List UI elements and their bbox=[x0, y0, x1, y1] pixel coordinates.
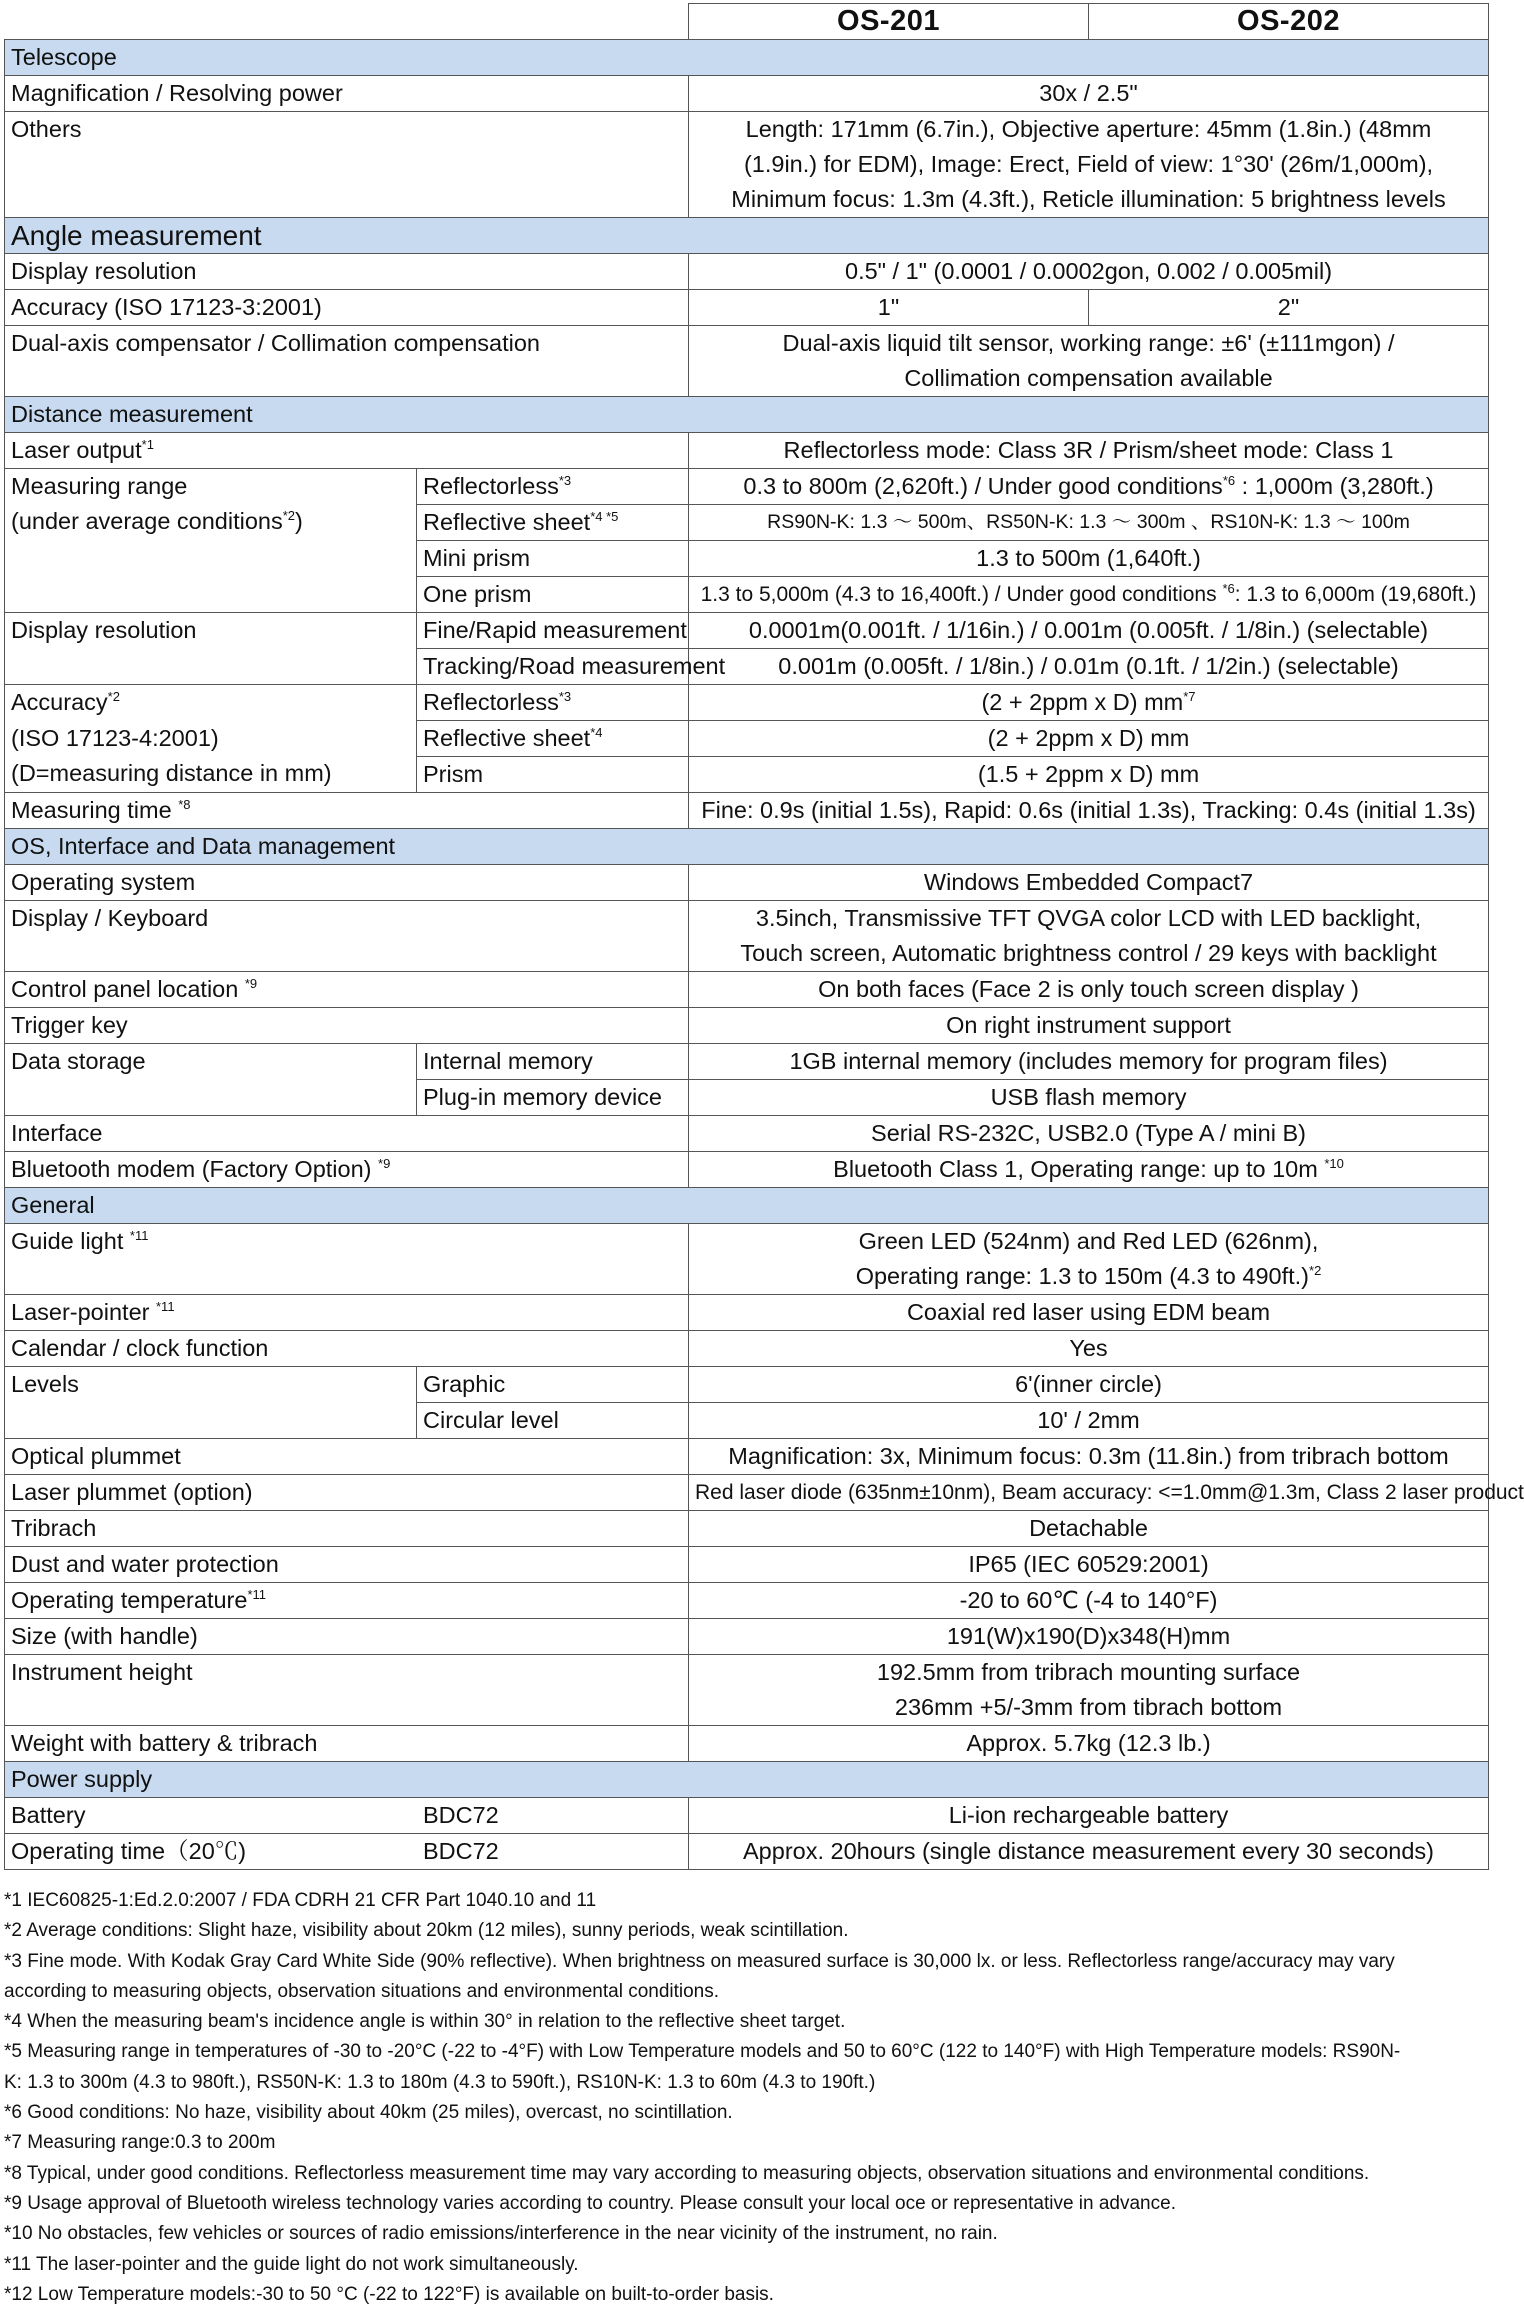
value-line: 236mm +5/-3mm from tibrach bottom bbox=[894, 1694, 1283, 1720]
row-value: 6'(inner circle) bbox=[689, 1367, 1489, 1403]
footnote: *1 IEC60825-1:Ed.2.0:2007 / FDA CDRH 21 CFR Part 1040.10 and 11 bbox=[4, 1890, 597, 1911]
row-label: Levels bbox=[5, 1367, 417, 1439]
row-value: 191(W)x190(D)x348(H)mm bbox=[689, 1619, 1489, 1655]
row-value: RS90N-K: 1.3 ～ 500m、RS50N-K: 1.3 ～ 300m 、RS10N-K: 1.3 ～ 100m bbox=[689, 505, 1489, 541]
model-os201-header: OS-201 bbox=[689, 4, 1089, 40]
model-os202-header: OS-202 bbox=[1089, 4, 1489, 40]
section-general: General bbox=[5, 1188, 1489, 1224]
row-label: Guide light $^{*11}$ bbox=[5, 1224, 689, 1295]
row-value: 0.5" / 1" (0.0001 / 0.0002gon, 0.002 / 0.005mil) bbox=[689, 254, 1489, 290]
row-label: Others bbox=[5, 112, 689, 218]
sub-label: Internal memory bbox=[417, 1044, 689, 1080]
sub-label: Reflectorless$^{*3}$ bbox=[417, 685, 689, 721]
row-label: Size (with handle) bbox=[5, 1619, 689, 1655]
footnote: *5 Measuring range in temperatures of -30 to -20°C (-22 to -4°F) with Low Temperature models and 50 to 60°C (122 to 140°F) with High Temperature models: RS90N-K: 1.3 to 300m (4.3 to 980ft.), RS50N-K: 1.3 to 180m (4.3 to 590ft.), RS10N-K: 1.3 to 60m (4.3 to 190ft.) bbox=[4, 2041, 1401, 2093]
row-value: 10' / 2mm bbox=[689, 1403, 1489, 1439]
row-label: Instrument height bbox=[5, 1655, 689, 1726]
row-value: 0.0001m(0.001ft. / 1/16in.) / 0.001m (0.005ft. / 1/8in.) (selectable) bbox=[689, 613, 1489, 649]
spec-table bbox=[4, 3, 1524, 1870]
measuring-range-label: Measuring range (under average conditions$^{*2}$) bbox=[5, 469, 417, 613]
row-value: Approx. 20hours (single distance measurement every 30 seconds) bbox=[689, 1834, 1489, 1870]
row-value: 1.3 to 5,000m (4.3 to 16,400ft.) / Under good conditions $^{*6}$: 1.3 to 6,000m (19,680ft.) bbox=[689, 577, 1489, 613]
row-value: Approx. 5.7kg (12.3 lb.) bbox=[689, 1726, 1489, 1762]
row-value: On both faces (Face 2 is only touch screen display ) bbox=[689, 972, 1489, 1008]
row-value bbox=[689, 1655, 1489, 1726]
row-label: Operating time（20℃) bbox=[5, 1834, 417, 1870]
footnote: *7 Measuring range:0.3 to 200m bbox=[4, 2132, 276, 2154]
row-label: Laser output$^{*1}$ bbox=[5, 433, 689, 469]
row-label: Laser-pointer $^{*11}$ bbox=[5, 1295, 689, 1331]
footnote: *6 Good conditions: No haze, visibility about 40km (25 miles), overcast, no scintillation. bbox=[4, 2102, 733, 2124]
header-blank-cell bbox=[5, 4, 689, 40]
value-line: Collimation compensation available bbox=[904, 365, 1273, 391]
model-header-row bbox=[5, 4, 1489, 40]
row-value bbox=[689, 326, 1489, 397]
row-value: (2 + 2ppm x D) $mm^{*7}$ bbox=[689, 685, 1489, 721]
row-label: Trigger key bbox=[5, 1008, 689, 1044]
row-value: 0.3 to 800m (2,620ft.) / Under good conditions$^{*6}$ : 1,000m (3,280ft.) bbox=[689, 469, 1489, 505]
row-value: IP65 (IEC 60529:2001) bbox=[689, 1547, 1489, 1583]
section-angle: Angle measurement bbox=[5, 218, 1489, 254]
row-value bbox=[689, 901, 1489, 972]
row-value: 1GB internal memory (includes memory for program files) bbox=[689, 1044, 1489, 1080]
value-line: Length: 171mm (6.7in.), Objective aperture: 45mm (1.8in.) (48mm bbox=[745, 116, 1432, 142]
row-label: Accuracy (ISO 17123-3:2001) bbox=[5, 290, 689, 326]
row-label: Control panel location $^{*9}$ bbox=[5, 972, 689, 1008]
section-telescope: Telescope bbox=[5, 40, 1489, 76]
sub-label: Tracking/Road measurement bbox=[417, 649, 689, 685]
sub-label: One prism bbox=[417, 577, 689, 613]
footnote: *2 Average conditions: Slight haze, visibility about 20km (12 miles), sunny periods, weak scintillation. bbox=[4, 1920, 849, 1942]
row-value: Bluetooth Class 1, Operating range: up to 10m $^{*10}$ bbox=[689, 1152, 1489, 1188]
row-value: (1.5 + 2ppm x D) mm bbox=[689, 757, 1489, 793]
footnote: *4 When the measuring beam's incidence angle is within 30° in relation to the reflective sheet target. bbox=[4, 2011, 846, 2033]
sub-label: Reflective sheet$^{*4 *5}$ bbox=[417, 505, 689, 541]
row-label: Weight with battery & tribrach bbox=[5, 1726, 689, 1762]
value-line: Minimum focus: 1.3m (4.3ft.), Reticle illumination: 5 brightness levels bbox=[731, 186, 1446, 212]
row-label: Magnification / Resolving power bbox=[5, 76, 689, 112]
footnote: *8 Typical, under good conditions. Reflectorless measurement time may vary according to measuring objects, observation situations and environmental conditions. bbox=[4, 2162, 1370, 2184]
row-value: Li-ion rechargeable battery bbox=[689, 1798, 1489, 1834]
row-label: Data storage bbox=[5, 1044, 417, 1116]
row-label: Laser plummet (option) bbox=[5, 1475, 689, 1511]
section-power: Power supply bbox=[5, 1762, 1489, 1798]
footnote: *11 The laser-pointer and the guide light do not work simultaneously. bbox=[4, 2253, 579, 2275]
row-label: Dust and water protection bbox=[5, 1547, 689, 1583]
row-value: 1.3 to 500m (1,640ft.) bbox=[689, 541, 1489, 577]
footnote: *9 Usage approval of Bluetooth wireless technology varies according to country. Please consult your local oce or representative in advance. bbox=[4, 2192, 1176, 2214]
sub-label: Fine/Rapid measurement bbox=[417, 613, 689, 649]
section-os: OS, Interface and Data management bbox=[5, 829, 1489, 865]
os201-value: 1" bbox=[689, 290, 1089, 326]
row-value: 0.001m (0.005ft. / 1/8in.) / 0.01m (0.1ft. / 1/2in.) (selectable) bbox=[689, 649, 1489, 685]
footnotes bbox=[4, 1886, 1414, 2310]
row-label: Display resolution bbox=[5, 254, 689, 290]
row-value: Fine: 0.9s (initial 1.5s), Rapid: 0.6s (initial 1.3s), Tracking: 0.4s (initial 1.3s) bbox=[689, 793, 1489, 829]
row-value: Yes bbox=[689, 1331, 1489, 1367]
battery-model: BDC72 bbox=[417, 1798, 689, 1834]
row-label: Display / Keyboard bbox=[5, 901, 689, 972]
row-label: Tribrach bbox=[5, 1511, 689, 1547]
row-value: Red laser diode (635nm±10nm), Beam accuracy: <=1.0mm@1.3m, Class 2 laser product bbox=[689, 1475, 1489, 1511]
row-value: Reflectorless mode: Class 3R / Prism/sheet mode: Class 1 bbox=[689, 433, 1489, 469]
section-distance: Distance measurement bbox=[5, 397, 1489, 433]
sub-label: Reflectorless$^{*3}$ bbox=[417, 469, 689, 505]
row-label: Measuring time $^{*8}$ bbox=[5, 793, 689, 829]
sub-label: Graphic bbox=[417, 1367, 689, 1403]
row-value: Windows Embedded Compact7 bbox=[689, 865, 1489, 901]
row-label: Interface bbox=[5, 1116, 689, 1152]
value-line: (1.9in.) for EDM), Image: Erect, Field of view: 1°30' (26m/1,000m), bbox=[743, 151, 1434, 177]
row-label: Dual-axis compensator / Collimation compensation bbox=[5, 326, 689, 397]
row-label: Display resolution bbox=[5, 613, 417, 685]
row-label: Bluetooth modem (Factory Option) $^{*9}$ bbox=[5, 1152, 689, 1188]
sub-label: Mini prism bbox=[417, 541, 689, 577]
row-value: On right instrument support bbox=[689, 1008, 1489, 1044]
row-value bbox=[689, 112, 1489, 218]
row-value: -20 to 60℃ (-4 to 140°F) bbox=[689, 1583, 1489, 1619]
value-line: Dual-axis liquid tilt sensor, working range: ±6' (±111mgon) / bbox=[782, 330, 1395, 356]
row-value: Magnification: 3x, Minimum focus: 0.3m (11.8in.) from tribrach bottom bbox=[689, 1439, 1489, 1475]
battery-model: BDC72 bbox=[417, 1834, 689, 1870]
sub-label: Prism bbox=[417, 757, 689, 793]
footnote: *3 Fine mode. With Kodak Gray Card White Side (90% reflective). When brightness on measured surface is 30,000 lx. or less. Reflectorless range/accuracy may vary according to measuring objects, observation situations and environmental conditions. bbox=[4, 1950, 1395, 2002]
sub-label: Circular level bbox=[417, 1403, 689, 1439]
value-line: 192.5mm from tribrach mounting surface bbox=[876, 1659, 1301, 1685]
row-value: Serial RS-232C, USB2.0 (Type A / mini B) bbox=[689, 1116, 1489, 1152]
os202-value: 2" bbox=[1089, 290, 1489, 326]
row-label: Calendar / clock function bbox=[5, 1331, 689, 1367]
row-value: Green LED (524nm) and Red LED (626nm), Operating range: 1.3 to 150m (4.3 to 490ft.)$^{*2}$ bbox=[689, 1224, 1489, 1295]
sub-label: Reflective sheet$^{*4}$ bbox=[417, 721, 689, 757]
footnote: *10 No obstacles, few vehicles or sources of radio emissions/interference in the near vicinity of the instrument, no rain. bbox=[4, 2223, 998, 2245]
row-value: 30x / 2.5" bbox=[689, 76, 1489, 112]
value-line: 3.5inch, Transmissive TFT QVGA color LCD with LED backlight, bbox=[755, 905, 1422, 931]
accuracy-label: Accuracy$^{*2}$ (ISO 17123-4:2001) (D=measuring distance in mm) bbox=[5, 685, 417, 793]
row-value: USB flash memory bbox=[689, 1080, 1489, 1116]
sub-label: Plug-in memory device bbox=[417, 1080, 689, 1116]
row-label: Optical plummet bbox=[5, 1439, 689, 1475]
row-value: (2 + 2ppm x D) mm bbox=[689, 721, 1489, 757]
row-label: Operating system bbox=[5, 865, 689, 901]
row-label: Operating temperature$^{*11}$ bbox=[5, 1583, 689, 1619]
row-label: Battery bbox=[5, 1798, 417, 1834]
row-value: Detachable bbox=[689, 1511, 1489, 1547]
row-value: Coaxial red laser using EDM beam bbox=[689, 1295, 1489, 1331]
footnote: *12 Low Temperature models:-30 to 50 °C (-22 to 122°F) is available on built-to-order basis. bbox=[4, 2283, 774, 2305]
value-line: Touch screen, Automatic brightness control / 29 keys with backlight bbox=[740, 940, 1437, 966]
